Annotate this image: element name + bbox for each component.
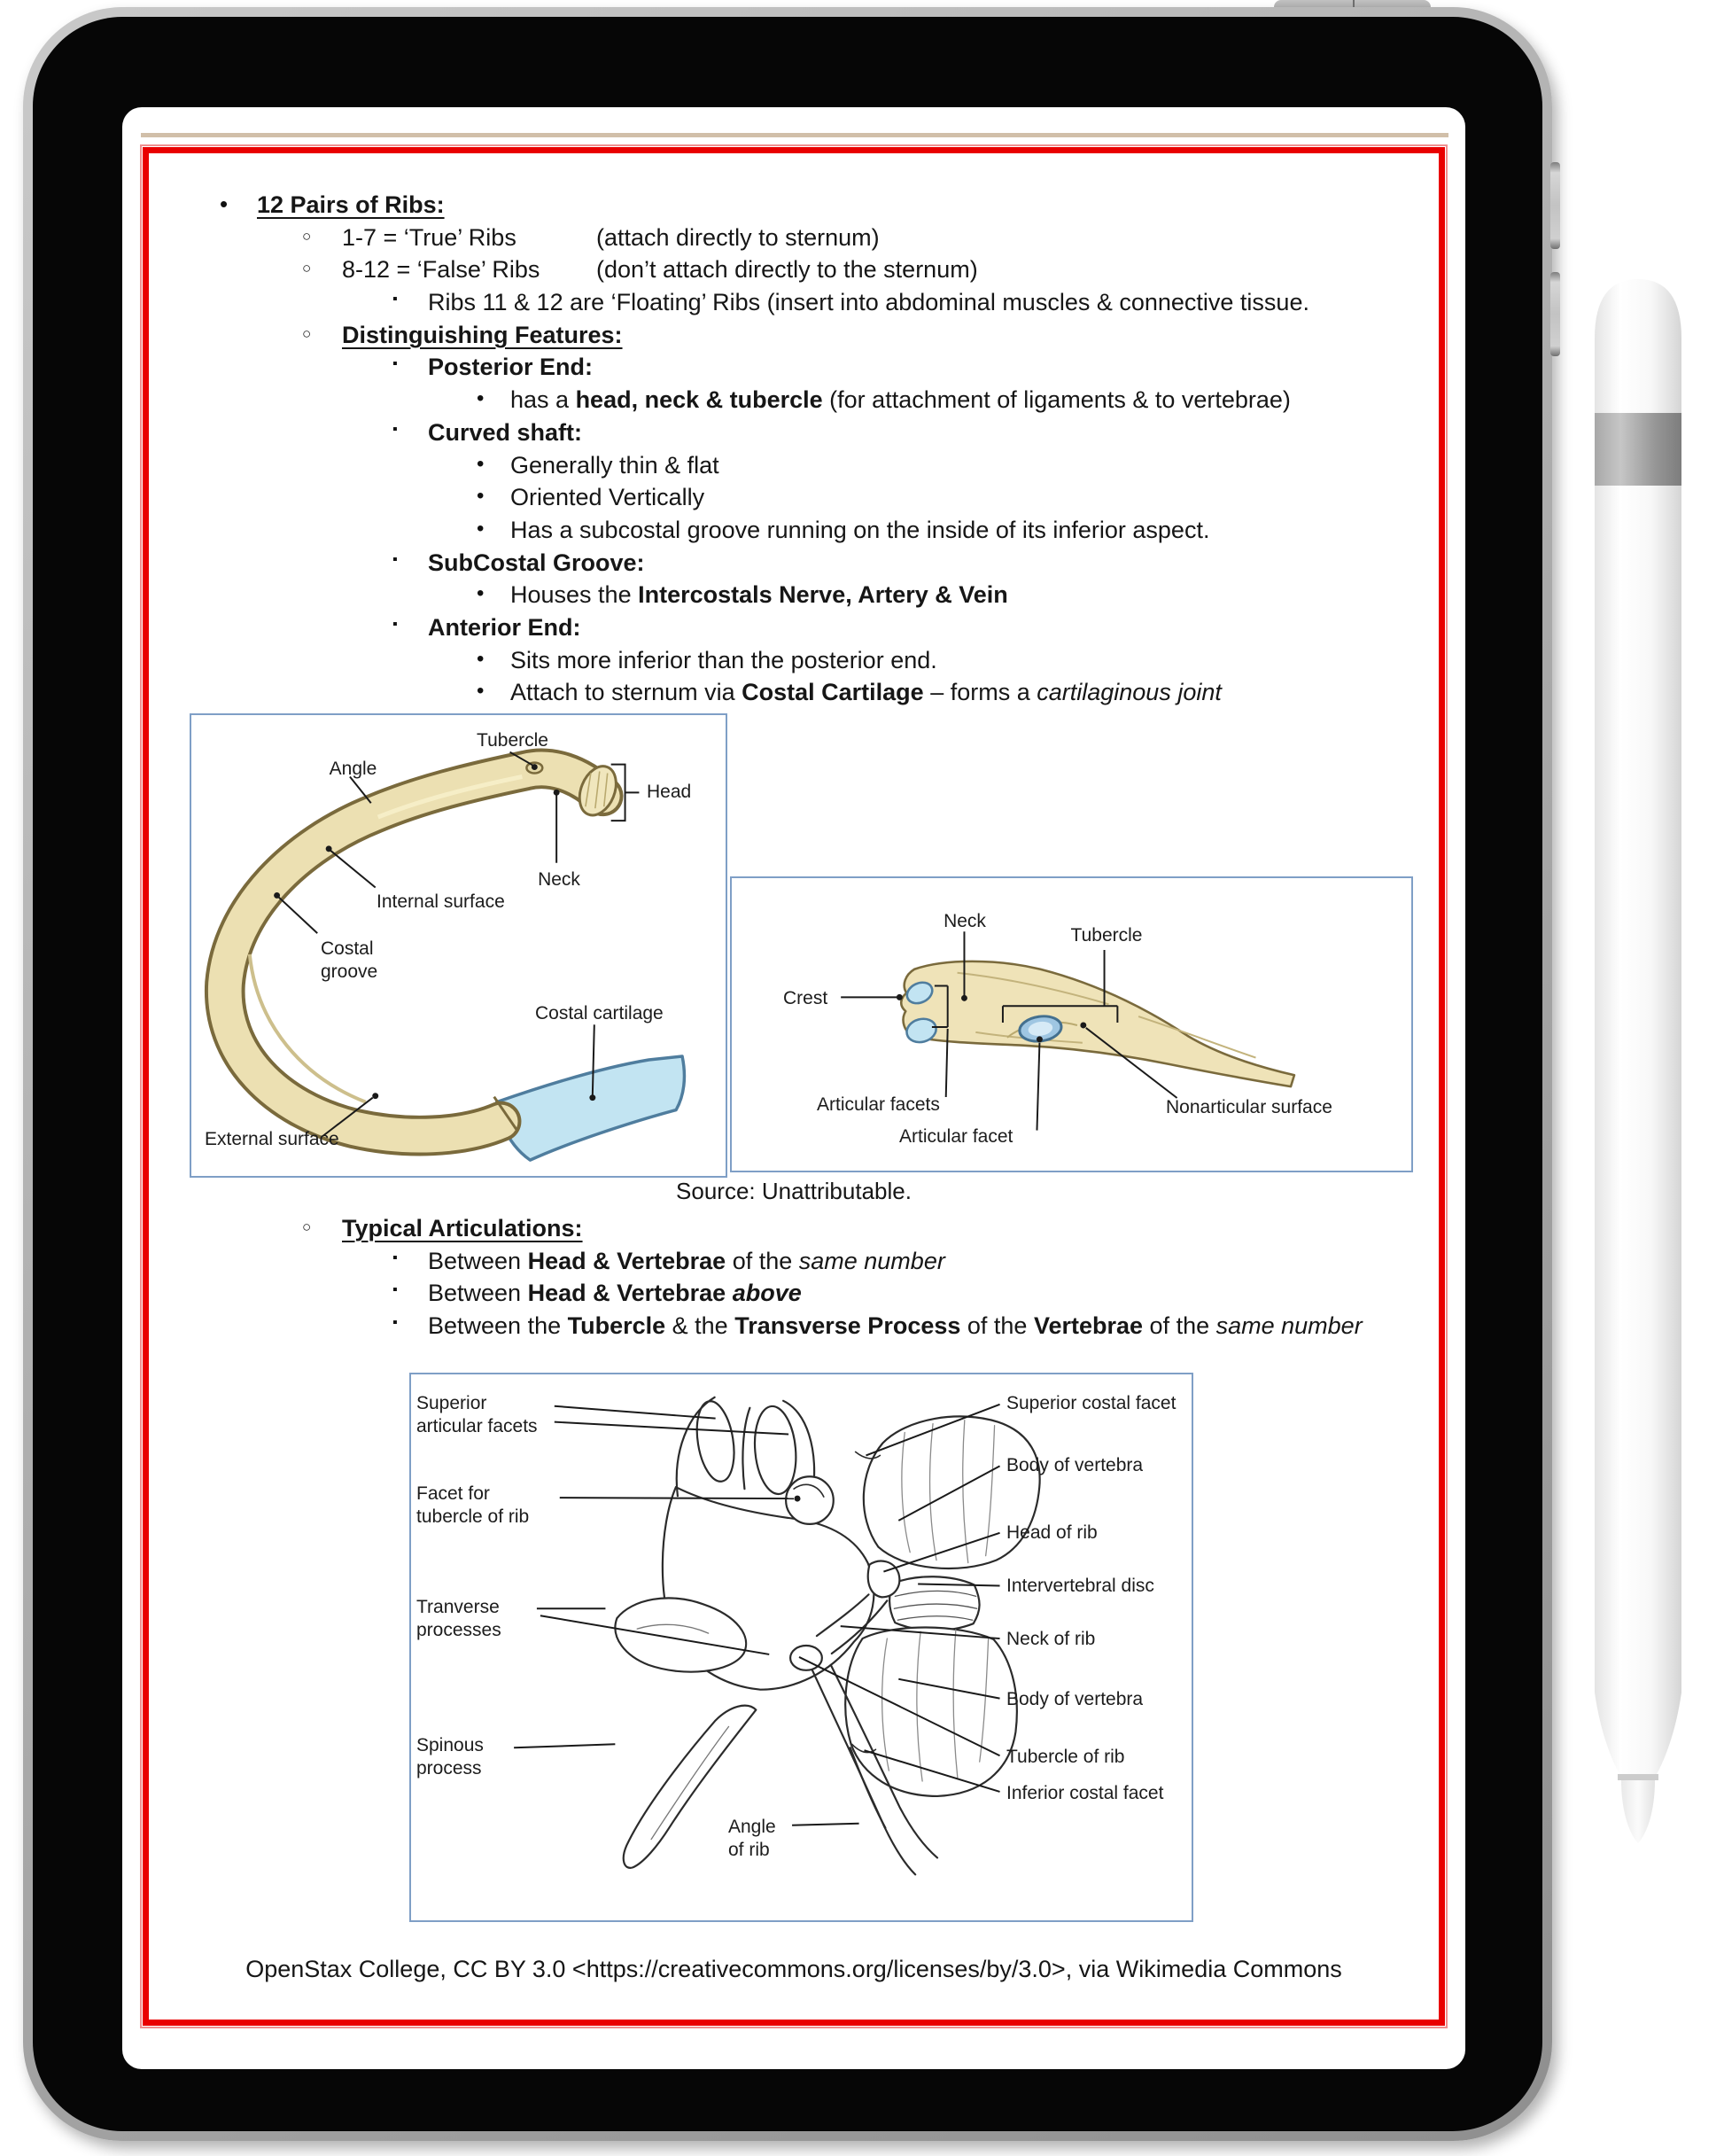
figure-label-transverse-processes: Tranverse processes <box>416 1597 501 1640</box>
figure-label-neck: Neck <box>538 869 580 890</box>
bullet-icon: • <box>477 484 485 509</box>
figure-label-crest: Crest <box>783 988 828 1008</box>
figure-label-tubercle-of-rib: Tubercle of rib <box>1006 1747 1125 1767</box>
list-item-text: Distinguishing Features: <box>342 321 623 348</box>
bullet-icon: ▪ <box>392 356 398 372</box>
figure-label-costal-cartilage: Costal cartilage <box>535 1003 664 1024</box>
list-item <box>149 352 1439 385</box>
bullet-icon: • <box>477 679 485 704</box>
list-item <box>149 1311 1439 1343</box>
document-page <box>143 147 1445 2026</box>
pencil-tip <box>1621 1780 1655 1843</box>
apple-pencil <box>1594 275 1682 1861</box>
figure-label-head-of-rib: Head of rib <box>1006 1522 1098 1543</box>
list-item <box>149 320 1439 353</box>
costal-cartilage-shape <box>497 1056 685 1160</box>
bullet-icon: ▪ <box>392 1315 398 1331</box>
figure-label-internal-surface: Internal surface <box>377 891 505 912</box>
tablet-bezel <box>33 17 1542 2131</box>
bullet-icon: • <box>477 451 485 476</box>
bullet-icon: ▪ <box>392 292 398 307</box>
pencil-band <box>1595 413 1681 486</box>
bullet-icon: • <box>477 386 485 411</box>
figure-label-neck-of-rib: Neck of rib <box>1006 1629 1096 1649</box>
figure-label-angle: Angle <box>329 759 377 779</box>
list-item-text: Between Head & Vertebrae of the same number <box>428 1247 945 1274</box>
bullet-icon: ○ <box>302 324 312 342</box>
notes-list-articulations <box>149 1213 1439 1343</box>
list-item <box>149 482 1439 515</box>
list-item-text: Houses the Intercostals Nerve, Artery & Vein <box>510 581 1008 609</box>
list-item <box>149 580 1439 612</box>
list-item <box>149 1246 1439 1279</box>
bullet-icon: ▪ <box>392 1249 398 1265</box>
figure-label-spinous-process: Spinous process <box>416 1735 484 1779</box>
bullet-icon: • <box>477 516 485 541</box>
list-item <box>149 287 1439 320</box>
list-item <box>149 1213 1439 1246</box>
rib-posterior-bone-shape <box>901 961 1294 1086</box>
figure-rib-lateral <box>190 713 727 1178</box>
figure-label-costal-groove: Costal groove <box>321 938 378 982</box>
list-item-text: Generally thin & flat <box>510 451 719 479</box>
list-item <box>149 677 1439 710</box>
list-item <box>149 254 1439 287</box>
figure-label-head: Head <box>647 782 692 802</box>
list-item-text: SubCostal Groove: <box>428 549 645 576</box>
list-item-text: Ribs 11 & 12 are ‘Floating’ Ribs (insert into abdominal muscles & connective tissue. <box>428 289 1309 316</box>
apple-pencil-drawing <box>1594 275 1682 1861</box>
figure-vertebra <box>409 1373 1193 1922</box>
list-item-text: Between the Tubercle & the Transverse Process of the Vertebrae of the same number <box>428 1312 1363 1340</box>
rib-posterior-drawing <box>732 878 1411 1171</box>
pencil-collar <box>1618 1774 1658 1780</box>
list-item-text: Posterior End: <box>428 354 594 381</box>
list-item <box>149 612 1439 645</box>
bullet-icon: ▪ <box>392 1282 398 1298</box>
figure-label-external-surface: External surface <box>205 1129 339 1149</box>
bullet-icon: ▪ <box>392 421 398 437</box>
pencil-body <box>1595 279 1681 1774</box>
figure-label-neck: Neck <box>944 911 986 931</box>
bullet-icon: ▪ <box>392 616 398 632</box>
tablet-screen[interactable] <box>122 107 1465 2069</box>
list-item-text: 1-7 = ‘True’ Ribs (attach directly to sternum) <box>342 223 880 251</box>
list-item-text: 12 Pairs of Ribs: <box>257 191 445 218</box>
list-item-text: Oriented Vertically <box>510 484 705 511</box>
list-item-text: Has a subcostal groove running on the inside of its inferior aspect. <box>510 516 1210 543</box>
list-item-text: Anterior End: <box>428 613 581 641</box>
list-item-text: Sits more inferior than the posterior end. <box>510 646 937 673</box>
figure-label-body-of-vertebra-bottom: Body of vertebra <box>1006 1689 1144 1709</box>
bullet-icon: • <box>220 191 229 217</box>
list-item-text: Curved shaft: <box>428 418 583 446</box>
figure-label-tubercle: Tubercle <box>477 730 548 751</box>
tablet-frame <box>23 7 1552 2141</box>
list-item <box>149 222 1439 255</box>
list-item <box>149 385 1439 417</box>
figure-label-articular-facets: Articular facets <box>817 1094 940 1115</box>
figure-label-intervertebral-disc: Intervertebral disc <box>1006 1576 1154 1596</box>
bullet-icon: ○ <box>302 227 312 245</box>
bullet-icon: ▪ <box>392 551 398 567</box>
figure-label-body-of-vertebra-top: Body of vertebra <box>1006 1455 1144 1475</box>
list-item <box>149 548 1439 580</box>
bullet-icon: • <box>477 581 485 606</box>
page-top-edge <box>141 133 1448 137</box>
bullet-icon: ○ <box>302 260 312 277</box>
figure-label-articular-facet: Articular facet <box>899 1126 1013 1147</box>
attribution-text: OpenStax College, CC BY 3.0 <https://creativecommons.org/licenses/by/3.0>, via Wikimedia Commons <box>245 1956 1342 1982</box>
figure-label-tubercle: Tubercle <box>1070 925 1143 946</box>
volume-up-button <box>1550 162 1560 249</box>
list-item <box>149 515 1439 548</box>
list-item-text: 8-12 = ‘False’ Ribs (don’t attach directly to the sternum) <box>342 256 978 284</box>
figure-label-facet-for-tubercle: Facet for tubercle of rib <box>416 1483 530 1527</box>
figure-label-angle-of-rib: Angle of rib <box>728 1817 776 1860</box>
list-item <box>149 190 1439 222</box>
list-item-text: Typical Articulations: <box>342 1215 583 1241</box>
figure-label-nonarticular-surface: Nonarticular surface <box>1166 1097 1332 1117</box>
list-item-text: Attach to sternum via Costal Cartilage – forms a cartilaginous joint <box>510 679 1222 706</box>
bullet-icon: ○ <box>302 1218 312 1235</box>
notes-list-main <box>149 190 1439 710</box>
rib-lateral-drawing <box>191 715 726 1176</box>
source-caption: Source: Unattributable. <box>676 1178 912 1204</box>
list-item <box>149 450 1439 483</box>
list-item <box>149 645 1439 678</box>
list-item-text: has a head, neck & tubercle (for attachment of ligaments & to vertebrae) <box>510 386 1291 414</box>
list-item-text: Between Head & Vertebrae above <box>428 1280 802 1307</box>
list-item <box>149 417 1439 450</box>
figure-label-inferior-costal-facet: Inferior costal facet <box>1006 1783 1164 1803</box>
list-item <box>149 1278 1439 1311</box>
figure-label-superior-articular-facets: Superior articular facets <box>416 1393 538 1436</box>
bullet-icon: • <box>477 646 485 671</box>
volume-down-button <box>1550 272 1560 356</box>
figure-rib-posterior <box>730 876 1413 1172</box>
figure-label-superior-costal-facet: Superior costal facet <box>1006 1393 1177 1413</box>
